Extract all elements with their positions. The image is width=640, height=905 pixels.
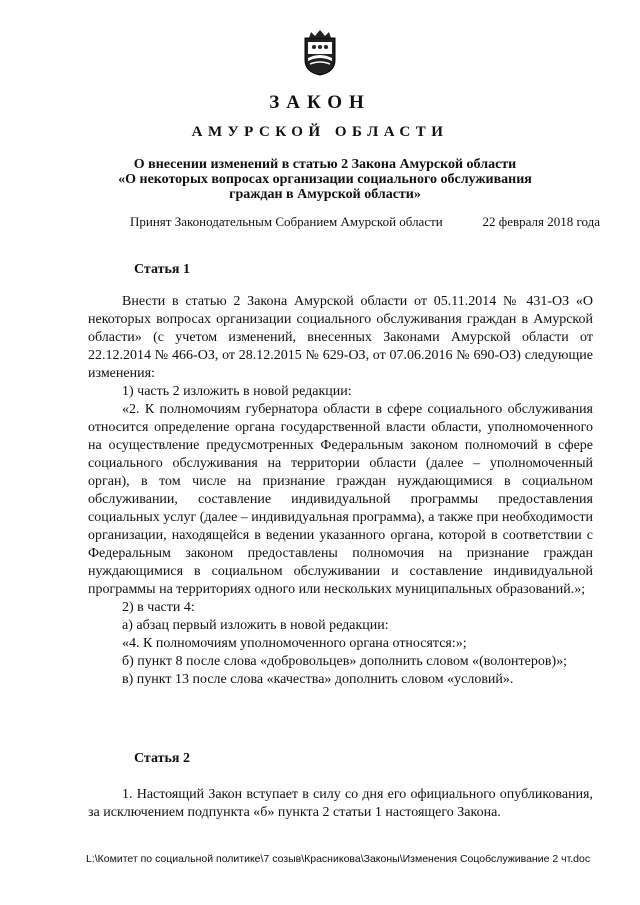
article-2-body [88,786,593,822]
paragraph: 2) в части 4: [122,600,195,615]
file-path-footer: L:\Комитет по социальной политике\7 созыв\Красникова\Законы\Изменения Соцобслуживание 2 чт.doc [86,853,591,865]
paragraph: а) абзац первый изложить в новой редакции: [122,618,389,633]
amur-region-emblem [303,30,337,76]
paragraph: б) пункт 8 после слова «добровольцев» дополнить словом «(волонтеров)»; [122,654,568,669]
article-1-body [88,293,593,689]
article-1-heading: Статья 1 [134,262,190,277]
subtitle-line: «О некоторых вопросах организации социального обслуживания [118,172,532,187]
adopted-date: 22 февраля 2018 года [482,214,600,229]
document-title: ЗАКОН [269,92,371,113]
paragraph: «2. К полномочиям губернатора области в сфере социального обслуживания относится определение органа государственной власти области, уполномоченного на осуществление предусмотренных Федеральным законом полномочий в сфере социального обслуживания на территории области (далее – уполномоченный орган), в том числе на признание граждан нуждающимися в социальном обслуживании, составление индивидуальной программы предоставления социальных услуг (далее – индивидуальная программа), а также при необходимости организации, находящейся в ведении указанного органа, которой в соответствии с Федеральным законом предоставлены полномочия на признание граждан нуждающимися в социальном обслуживании и составление индивидуальной программы на территориях одного или нескольких муниципальных образований.»; [88,402,593,597]
paragraph: 1. Настоящий Закон вступает в силу со дня его официального опубликования, за исключением подпункта «б» пункта 2 статьи 1 настоящего Закона. [88,787,593,820]
subtitle-line: О внесении изменений в статью 2 Закона Амурской области [133,157,517,172]
law-subtitle [100,157,550,202]
subtitle-line: граждан в Амурской области» [229,187,421,202]
paragraph: «4. К полномочиям уполномоченного органа относятся:»; [122,636,467,651]
paragraph: 1) часть 2 изложить в новой редакции: [122,384,352,399]
adopted-by: Принят Законодательным Собранием Амурской области [130,214,443,229]
article-2-heading: Статья 2 [134,751,190,766]
region-title: АМУРСКОЙ ОБЛАСТИ [191,124,449,140]
paragraph: в) пункт 13 после слова «качества» дополнить словом «условий». [122,672,514,687]
paragraph: Внести в статью 2 Закона Амурской области от 05.11.2014 № 431-ОЗ «О некоторых вопросах организации социального обслуживания граждан в Амурской области» (с учетом изменений, внесенных Законами Амурской области от 22.12.2014 № 466-ОЗ, от 28.12.2015 № 629-ОЗ, от 07.06.2016 № 690-ОЗ) следующие изменения: [88,294,593,381]
adoption-line [130,214,600,230]
